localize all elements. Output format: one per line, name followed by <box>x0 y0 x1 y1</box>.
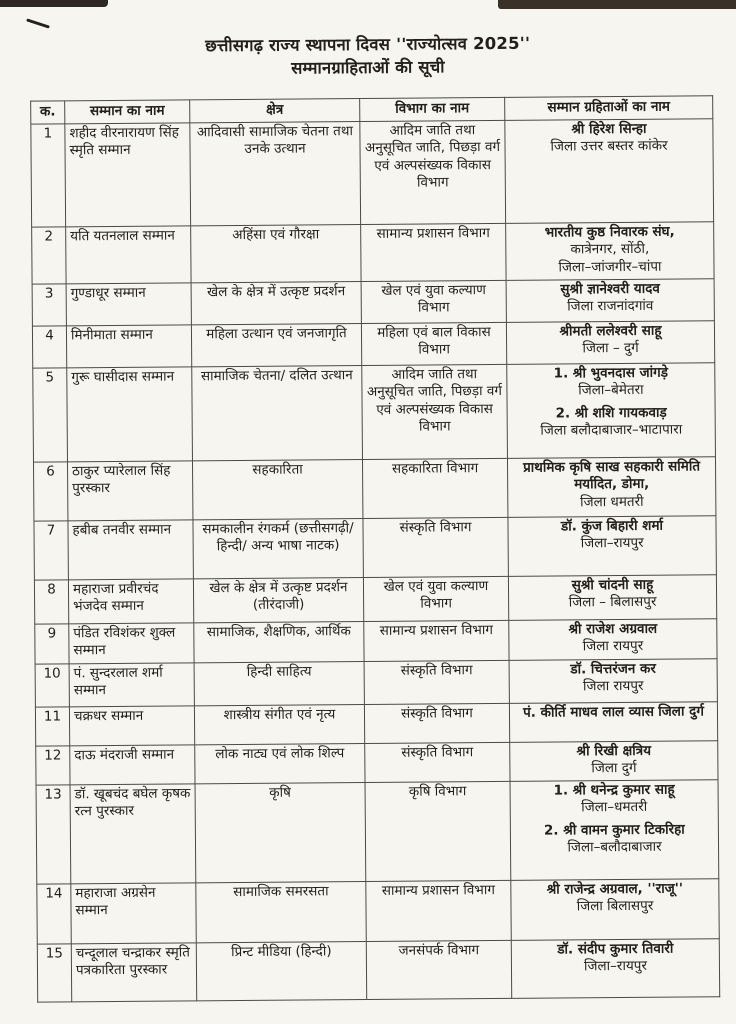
table-row <box>37 878 719 943</box>
recipient-entry <box>514 660 713 697</box>
field-cell: खेल के क्षेत्र में उत्कृष्ट प्रदर्शन <box>191 281 361 324</box>
table-row <box>35 701 717 745</box>
recipient-name: भारतीय कुष्ठ निवारक संघ, <box>544 223 675 241</box>
table-row <box>32 278 714 325</box>
recipient-cell <box>506 221 714 280</box>
dept-cell: कृषि विभाग <box>365 781 511 881</box>
recipient-entry <box>513 576 712 613</box>
dept-cell: संस्कृति विभाग <box>364 703 509 743</box>
title-line-1: छत्तीसगढ़ राज्य स्थापना दिवस ''राज्योत्सव 2025'' <box>205 33 531 56</box>
award-cell: शहीद वीरनारायण सिंह स्मृति सम्मान <box>65 122 191 226</box>
table-row <box>34 515 716 579</box>
dept-cell: सहकारिता विभाग <box>362 458 507 518</box>
recipient-entry <box>511 280 710 317</box>
award-cell: गुरू घासीदास सम्मान <box>67 366 193 461</box>
dept-cell: संस्कृति विभाग <box>364 660 509 704</box>
recipient-entry <box>514 742 713 779</box>
recipient-district: जिला–रायपुर <box>583 957 647 975</box>
table-row <box>31 118 714 226</box>
table-row <box>37 938 719 1001</box>
table-row <box>35 618 717 663</box>
award-cell: हबीब तनवीर सम्मान <box>68 519 193 579</box>
table-row <box>36 740 718 784</box>
field-cell: हिन्दी साहित्य <box>194 661 364 705</box>
recipient-entry <box>510 223 709 277</box>
recipient-district: जिला दुर्ग <box>591 759 637 777</box>
serial-cell: 8 <box>34 579 68 623</box>
serial-cell: 1 <box>31 123 66 226</box>
table-row <box>35 658 717 706</box>
award-cell: चक्रधर सम्मान <box>69 705 194 745</box>
serial-cell: 2 <box>32 226 66 283</box>
award-cell: चन्दूलाल चन्द्राकर स्मृति पत्रकारिता पुरस्कार <box>71 942 196 1001</box>
header-recipient: सम्मान ग्रहिताओं का नाम <box>505 96 713 120</box>
field-cell: महिला उत्थान एवं जनजागृति <box>191 323 361 366</box>
recipient-cell <box>508 515 716 576</box>
recipient-entry <box>511 364 710 401</box>
recipient-cell <box>509 658 717 703</box>
recipient-district: जिला – दुर्ग <box>582 339 639 357</box>
recipient-name: पं. कीर्ति माधव लाल व्यास <box>522 703 655 721</box>
recipient-name: प्राथमिक कृषि साख सहकारी समिति मर्यादित, डोमा, <box>522 457 701 493</box>
field-cell: सामाजिक चेतना/ दलित उत्थान <box>192 365 363 460</box>
recipient-district: जिला राजनांदगांव <box>567 297 654 315</box>
recipient-cell <box>505 118 714 223</box>
field-cell: प्रिन्ट मीडिया (हिन्दी) <box>196 941 366 1000</box>
table-row <box>36 779 719 883</box>
field-cell: सामाजिक, शैक्षणिक, आर्थिक <box>194 621 364 662</box>
header-serial: क. <box>31 101 65 124</box>
field-cell: कृषि <box>195 782 366 882</box>
serial-cell: 10 <box>35 663 69 706</box>
recipient-name: डॉ. कुंज बिहारी शर्मा <box>560 517 664 534</box>
recipient-cell <box>509 618 717 660</box>
recipient-name: 1. श्री भुवनदास जांगड़े <box>553 364 669 382</box>
dept-cell: संस्कृति विभाग <box>365 742 510 782</box>
table-row <box>32 221 714 283</box>
serial-cell: 14 <box>37 883 71 943</box>
award-cell: महाराजा प्रवीरचंद भंजदेव सम्मान <box>68 578 193 623</box>
award-cell: मिनीमाता सम्मान <box>66 324 191 367</box>
award-cell: गुण्डाधूर सम्मान <box>66 282 191 325</box>
header-award: सम्मान का नाम <box>65 100 190 123</box>
serial-cell: 12 <box>36 745 70 784</box>
field-cell: शास्त्रीय संगीत एवं नृत्य <box>194 704 364 744</box>
award-cell: पंडित रविशंकर शुक्ल सम्मान <box>69 622 194 663</box>
recipient-cell <box>511 938 719 998</box>
recipient-cell <box>509 701 717 742</box>
recipient-entry <box>512 517 711 554</box>
recipient-entry <box>513 620 712 657</box>
recipient-district: जिला दुर्ग <box>658 702 704 720</box>
recipient-name: श्री राजेन्द्र अग्रवाल, ''राजू'' <box>546 880 684 898</box>
table-row <box>32 320 714 367</box>
field-cell: अहिंसा एवं गौरक्षा <box>191 224 361 282</box>
dept-cell: सामान्य प्रशासन विभाग <box>364 620 509 661</box>
serial-cell: 15 <box>37 943 71 1001</box>
recipient-name: सुश्री ज्ञानेश्वरी यादव <box>560 280 660 297</box>
recipient-cell <box>507 456 715 517</box>
table-row <box>34 574 716 623</box>
title-line-2: सम्मानग्राहिताओं की सूची <box>291 57 445 78</box>
dept-cell: जनसंपर्क विभाग <box>366 940 511 999</box>
page-title <box>0 30 736 82</box>
recipient-district: जिला–रायपुर <box>580 534 644 552</box>
serial-cell: 9 <box>35 623 69 663</box>
award-cell: डॉ. खूबचंद बघेल कृषक रत्न पुरस्कार <box>70 783 196 883</box>
dept-cell: आदिम जाति तथा अनुसूचित जाति, पिछड़ा वर्ग एवं अल्पसंख्यक विकास विभाग <box>362 364 508 459</box>
award-cell: महाराजा अग्रसेन सम्मान <box>71 882 196 943</box>
recipient-entry <box>514 703 713 722</box>
header-dept: विभाग का नाम <box>360 97 505 121</box>
serial-cell: 13 <box>36 784 71 883</box>
field-cell: खेल के क्षेत्र में उत्कृष्ट प्रदर्शन (तीरंदाजी) <box>193 577 363 622</box>
serial-cell: 6 <box>33 461 67 520</box>
dept-cell: सामान्य प्रशासन विभाग <box>366 880 511 941</box>
dept-cell: सामान्य प्रशासन विभाग <box>361 223 506 281</box>
recipient-entry <box>516 940 715 977</box>
recipient-name: श्रीमती ललेश्वरी साहू <box>559 322 662 340</box>
recipient-name: श्री हिरेश सिन्हा <box>571 120 647 137</box>
recipient-entry <box>515 821 714 858</box>
award-cell: ठाकुर प्यारेलाल सिंह पुरस्कार <box>67 460 192 520</box>
table-row <box>33 362 716 461</box>
field-cell: लोक नाट्य एवं लोक शिल्प <box>195 743 365 783</box>
recipient-entry <box>515 781 714 818</box>
serial-cell: 4 <box>32 325 66 367</box>
header-field: क्षेत्र <box>190 99 360 123</box>
field-cell: सहकारिता <box>192 459 362 519</box>
serial-cell: 7 <box>34 520 68 579</box>
recipient-name: श्री राजेश अग्रवाल <box>568 620 658 637</box>
recipient-entry <box>515 880 714 917</box>
recipient-entry <box>511 322 710 359</box>
dept-cell: महिला एवं बाल विकास विभाग <box>361 322 506 365</box>
award-cell: पं. सुन्दरलाल शर्मा सम्मान <box>69 662 194 706</box>
recipient-cell <box>508 574 716 620</box>
serial-cell: 5 <box>33 367 68 461</box>
recipient-district: जिला बलौदाबाजार–भाटापारा <box>540 421 683 439</box>
recipient-district: जिला धमतरी <box>579 493 644 510</box>
dept-cell: खेल एवं युवा कल्याण विभाग <box>363 576 508 621</box>
recipient-cell <box>506 278 714 322</box>
recipient-district: जिला उत्तर बस्तर कांकेर <box>550 137 668 155</box>
award-cell: यति यतनलाल सम्मान <box>66 225 191 283</box>
recipient-entry <box>512 404 711 441</box>
awards-table <box>30 95 720 1002</box>
recipient-district: जिला रायपुर <box>582 637 644 655</box>
recipient-entry <box>509 120 708 157</box>
dept-cell: संस्कृति विभाग <box>363 517 508 577</box>
field-cell: सामाजिक समरसता <box>196 881 366 942</box>
field-cell: आदिवासी सामाजिक चेतना तथा उनके उत्थान <box>190 121 361 225</box>
serial-cell: 3 <box>32 283 66 325</box>
table-row <box>33 456 715 520</box>
dept-cell: खेल एवं युवा कल्याण विभाग <box>361 280 506 323</box>
recipient-cell <box>507 362 716 458</box>
serial-cell: 11 <box>35 706 69 745</box>
recipient-district: कात्रेनगर, सोंठी, जिला–जांजगीर–चांपा <box>558 240 662 276</box>
recipient-district: जिला–धमतरी <box>581 798 648 816</box>
recipient-name: सुश्री चांदनी साहू <box>571 576 654 593</box>
recipient-district: जिला–बेमेतरा <box>578 381 644 399</box>
recipient-district: जिला – बिलासपुर <box>568 593 657 611</box>
recipient-name: डॉ. चित्तरंजन कर <box>570 660 656 677</box>
recipient-cell <box>510 779 719 880</box>
recipient-district: जिला रायपुर <box>582 677 644 695</box>
recipient-cell <box>511 878 719 940</box>
recipient-entry <box>512 458 711 512</box>
recipient-name: डॉ. संदीप कुमार तिवारी <box>557 940 674 958</box>
recipient-name: श्री रिखी क्षत्रिय <box>576 742 652 759</box>
recipient-name: 2. श्री वामन कुमार टिकरिहा <box>543 821 685 839</box>
award-cell: दाऊ मंदराजी सम्मान <box>70 744 195 784</box>
recipient-cell <box>506 320 714 364</box>
recipient-district: जिला–बलौदाबाजार <box>567 838 662 856</box>
recipient-cell <box>510 740 718 781</box>
dept-cell: आदिम जाति तथा अनुसूचित जाति, पिछड़ा वर्ग एवं अल्पसंख्यक विकास विभाग <box>360 120 506 224</box>
field-cell: समकालीन रंगकर्म (छत्तीसगढ़ी/ हिन्दी/ अन्य भाषा नाटक) <box>193 518 363 578</box>
recipient-name: 2. श्री शशि गायकवाड़ <box>555 404 667 422</box>
recipient-district: जिला बिलासपुर <box>576 897 654 915</box>
recipient-name: 1. श्री थनेन्द्र कुमार साहू <box>553 781 675 799</box>
